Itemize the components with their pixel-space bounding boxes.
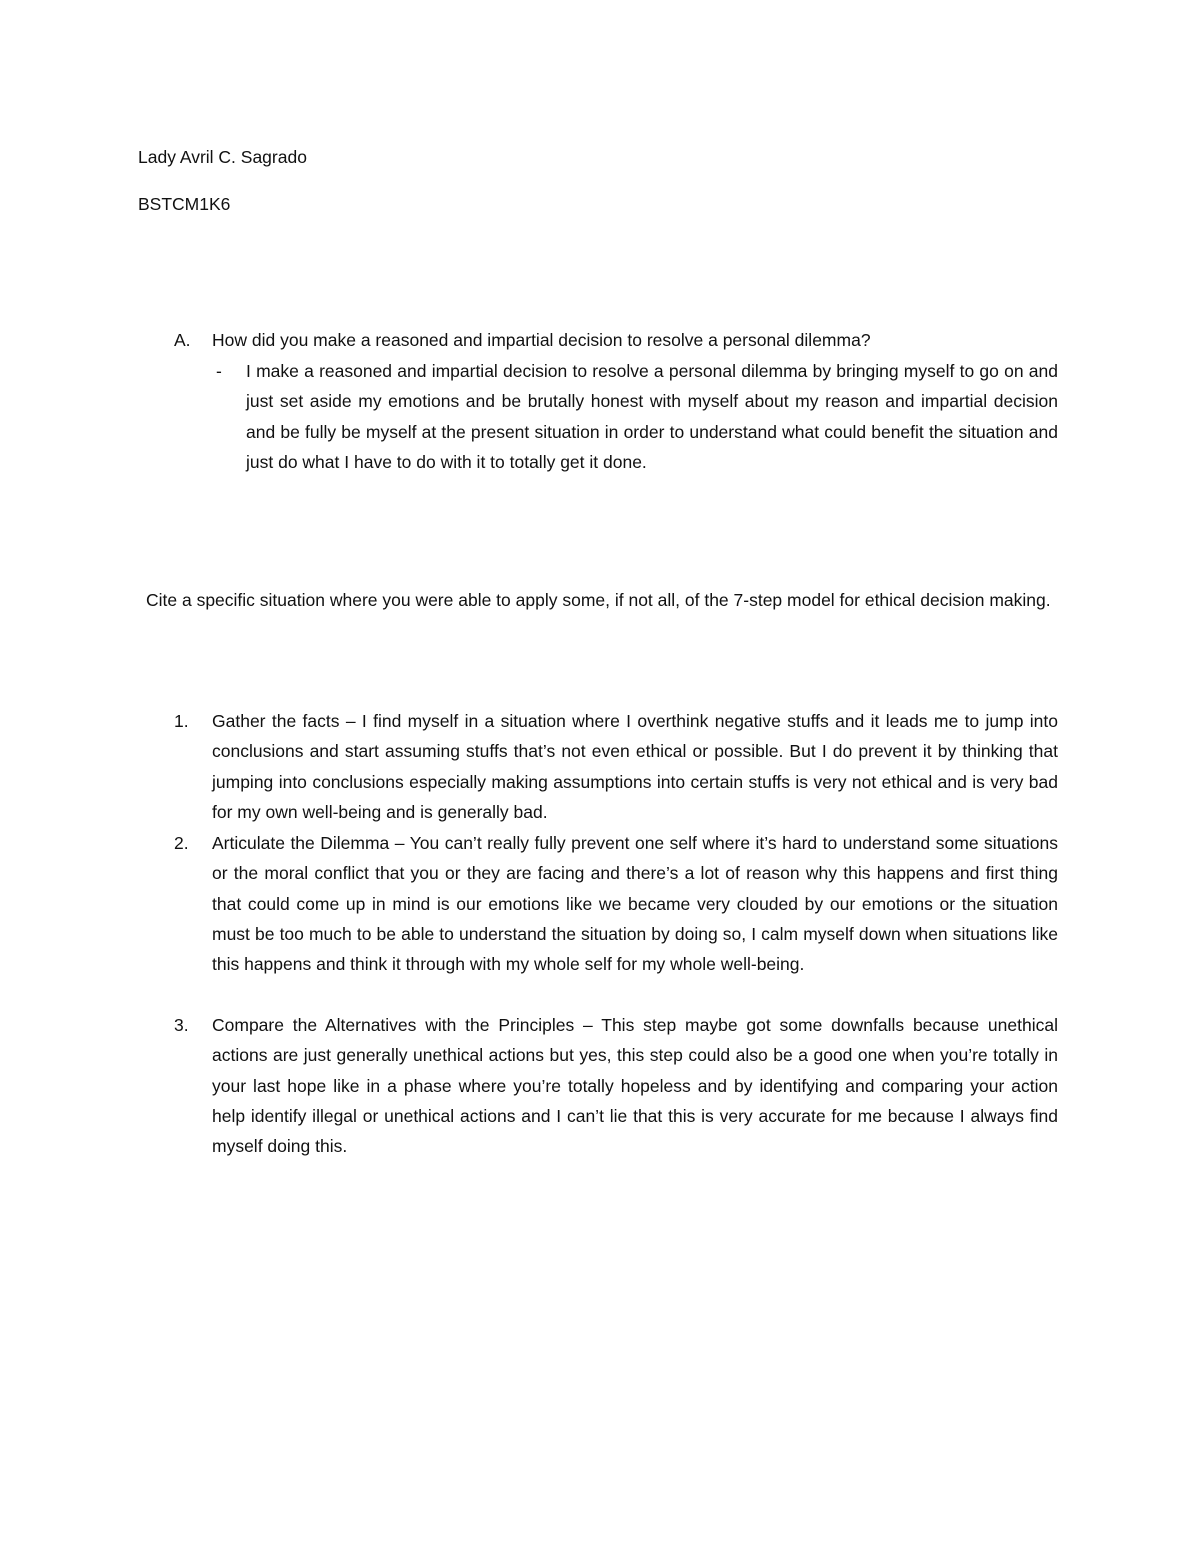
list-item-1-text: Gather the facts – I find myself in a situation where I overthink negative stuffs and it leads me to jump into conclusions and start assuming stuffs that’s not even ethical or possible. But I do prevent it by thinking that jumping into conclusions especially making assumptions into certain stuffs is very not ethical and is very bad for my own well-being and is generally bad. [212, 711, 1058, 822]
list-item-2-text: Articulate the Dilemma – You can’t really fully prevent one self where it’s hard to understand some situations or the moral conflict that you or they are facing and there’s a lot of reason why this happens and first thing that could come up in mind is our emotions like we became very clouded by our emotions or the situation must be too much to be able to understand the situation by doing so, I calm myself down when situations like this happens and think it through with my whole self for my whole well-being. [212, 833, 1058, 975]
author-name: Lady Avril C. Sagrado [138, 147, 307, 167]
list-item-3-marker: 3. [174, 1015, 189, 1035]
answer-a-dash: - [216, 361, 222, 381]
question-a-text: How did you make a reasoned and impartial decision to resolve a personal dilemma? [212, 330, 871, 350]
section-b-prompt: Cite a specific situation where you were able to apply some, if not all, of the 7-step model for ethical decision making. [146, 590, 1051, 610]
class-section: BSTCM1K6 [138, 194, 231, 214]
list-item-1-marker: 1. [174, 711, 189, 731]
answer-a-text: I make a reasoned and impartial decision to resolve a personal dilemma by bringing myself to go on and just set aside my emotions and be brutally honest with myself about my reason and impartial decision and be fully be myself at the present situation in order to understand what could benefit the situation and just do what I have to do with it to totally get it done. [246, 361, 1058, 472]
list-item-2-marker: 2. [174, 833, 189, 853]
list-item-3-text: Compare the Alternatives with the Principles – This step maybe got some downfalls because unethical actions are just generally unethical actions but yes, this step could also be a good one when you’re totally in your last hope like in a phase where you’re totally hopeless and by identifying and comparing your action help identify illegal or unethical actions and I can’t lie that this is very accurate for me because I always find myself doing this. [212, 1015, 1058, 1157]
question-a-marker: A. [174, 330, 191, 350]
